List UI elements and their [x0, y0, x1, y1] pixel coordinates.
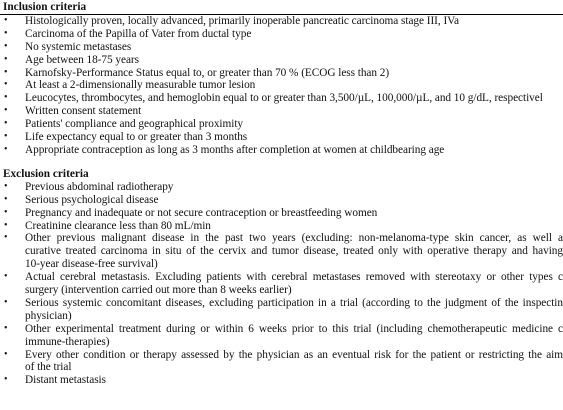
inclusion-criteria-item-text: Life expectancy equal to or greater than 3 months: [25, 131, 248, 144]
exclusion-criteria-item-text: Previous abdominal radiotherapy: [25, 180, 174, 193]
bullet-icon: •: [4, 66, 8, 78]
exclusion-criteria-item-text: Distant metastasis: [25, 374, 106, 387]
inclusion-criteria-heading: Inclusion criteria: [0, 1, 563, 15]
exclusion-criteria-item: [0, 232, 563, 271]
exclusion-criteria-item: [0, 194, 563, 207]
bullet-icon: •: [4, 105, 8, 117]
exclusion-criteria-item: [0, 207, 563, 220]
exclusion-criteria-item-text: Serious systemic concomitant diseases, excluding participation in a trial (according to the judgment of the inspectin: [25, 296, 563, 309]
bullet-icon: •: [4, 348, 8, 360]
inclusion-criteria-item: [0, 28, 563, 41]
exclusion-criteria-item-text: Pregnancy and inadequate or not secure contraception or breastfeeding women: [25, 206, 378, 219]
inclusion-criteria-item-text: Appropriate contraception as long as 3 months after completion at women at childbearing age: [25, 143, 445, 156]
inclusion-criteria-item-text: Leucocytes, thrombocytes, and hemoglobin equal to or greater than 3,500/µL, 100,000/µL, and 10 g/dL, respectivel: [25, 92, 543, 105]
exclusion-criteria-item: [0, 220, 563, 233]
inclusion-criteria-item-text: Histologically proven, locally advanced, primarily inoperable pancreatic carcinoma stage III, IVa: [25, 14, 459, 27]
bullet-icon: •: [4, 322, 8, 334]
exclusion-criteria-item-text: Every other condition or therapy assessed by the physician as an eventual risk for the patient or restricting the aim: [25, 348, 563, 361]
inclusion-criteria-item: [0, 105, 563, 118]
exclusion-criteria-item-text: curative treated carcinoma in situ of the cervix and tumor disease, treated only with operative therapy and having: [25, 245, 563, 258]
bullet-icon: •: [4, 40, 8, 52]
inclusion-criteria-item: [0, 67, 563, 80]
inclusion-criteria-item-text: Written consent statement: [25, 105, 142, 118]
inclusion-criteria-item: [0, 15, 563, 28]
exclusion-criteria-list: [0, 181, 563, 388]
bullet-icon: •: [4, 79, 8, 91]
exclusion-criteria-item-text: Creatinine clearance less than 80 mL/min: [25, 219, 211, 232]
bullet-icon: •: [4, 219, 8, 231]
exclusion-criteria-item-text: immune-therapies): [25, 335, 110, 348]
inclusion-criteria-item: [0, 144, 563, 157]
exclusion-criteria-item: [0, 374, 563, 387]
inclusion-criteria-item: [0, 118, 563, 131]
exclusion-criteria-item: [0, 271, 563, 297]
exclusion-criteria-item-text: 10-year disease-free survival): [25, 258, 158, 271]
exclusion-criteria-item-text: of the trial: [25, 361, 72, 374]
bullet-icon: •: [4, 374, 8, 386]
inclusion-criteria-item-text: At least a 2-dimensionally measurable tumor lesion: [25, 79, 256, 92]
bullet-icon: •: [4, 92, 8, 104]
inclusion-criteria-item-text: No systemic metastases: [25, 40, 132, 53]
exclusion-criteria-item-text: Other previous malignant disease in the past two years (excluding: non-melanoma-type skin cancer, as well a: [25, 232, 563, 245]
inclusion-criteria-item: [0, 41, 563, 54]
bullet-icon: •: [4, 14, 8, 26]
bullet-icon: •: [4, 193, 8, 205]
bullet-icon: •: [4, 131, 8, 143]
exclusion-criteria-item: [0, 181, 563, 194]
exclusion-criteria-item-text: Other experimental treatment during or within 6 weeks prior to this trial (including chemotherapeutic medicine c: [25, 322, 563, 335]
inclusion-criteria-item: [0, 131, 563, 144]
inclusion-criteria-item-text: Karnofsky-Performance Status equal to, or greater than 70 % (ECOG less than 2): [25, 66, 390, 79]
bullet-icon: •: [4, 118, 8, 130]
exclusion-criteria-item-text: Serious psychological disease: [25, 193, 159, 206]
inclusion-criteria-item-text: Carcinoma of the Papilla of Vater from ductal type: [25, 27, 252, 40]
bullet-icon: •: [4, 180, 8, 192]
exclusion-criteria-item: [0, 297, 563, 323]
inclusion-criteria-item-text: Patients' compliance and geographical proximity: [25, 118, 244, 131]
inclusion-criteria-item-text: Age between 18-75 years: [25, 53, 139, 66]
bullet-icon: •: [4, 232, 8, 244]
exclusion-criteria-heading: Exclusion criteria: [3, 167, 89, 180]
inclusion-criteria-item: [0, 92, 563, 105]
bullet-icon: •: [4, 143, 8, 155]
exclusion-criteria-item: [0, 323, 563, 349]
exclusion-criteria-item: [0, 349, 563, 375]
bullet-icon: •: [4, 271, 8, 283]
bullet-icon: •: [4, 53, 8, 65]
inclusion-criteria-item: [0, 54, 563, 67]
inclusion-criteria-item: [0, 79, 563, 92]
exclusion-criteria-item-text: surgery (intervention carried out more than 8 weeks earlier): [25, 284, 292, 297]
exclusion-criteria-item-text: physician): [25, 309, 72, 322]
bullet-icon: •: [4, 206, 8, 218]
inclusion-criteria-list: [0, 15, 563, 157]
exclusion-criteria-item-text: Actual cerebral metastasis. Excluding patients with cerebral metastases removed with stereotaxy or other types c: [25, 271, 563, 284]
bullet-icon: •: [4, 27, 8, 39]
bullet-icon: •: [4, 296, 8, 308]
